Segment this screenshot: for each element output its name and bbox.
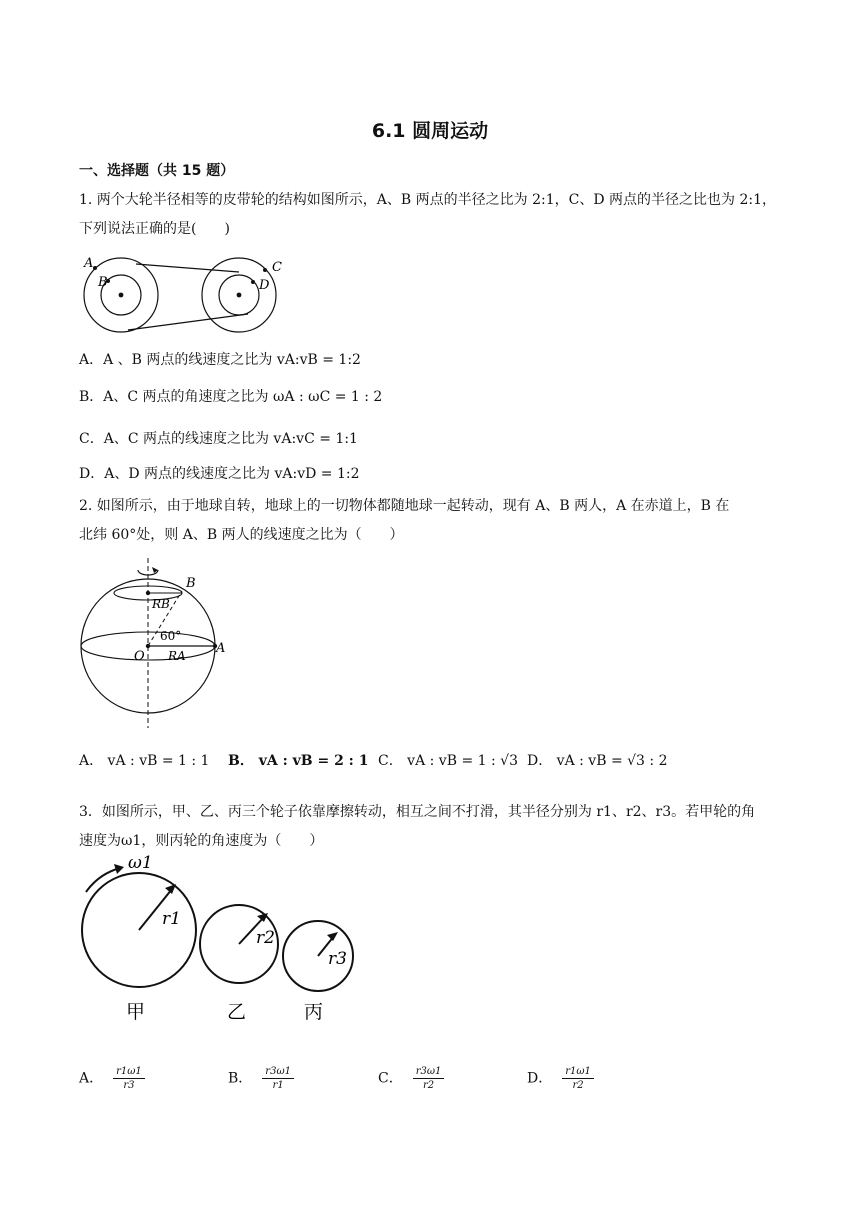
q3-option-c-letter: C． <box>378 1070 403 1087</box>
q2-option-c: C． vA : vB = 1 : √3 <box>378 753 518 769</box>
q3-fig-label-r3: r3 <box>328 949 347 969</box>
q2-fig-label-o: O <box>134 649 145 664</box>
q3-wheels-figure <box>78 848 368 1028</box>
q3-option-b-letter: B． <box>228 1070 253 1087</box>
q3-option-d-denominator: r2 <box>572 1080 584 1091</box>
q3-option-b <box>228 1066 294 1091</box>
q1-option-d: D．A、D 两点的线速度之比为 vA:vD = 1:2 <box>79 466 360 482</box>
q1-stem-line2: 下列说法正确的是( ) <box>79 221 230 237</box>
q3-option-d-fraction <box>562 1066 594 1091</box>
q3-option-a-fraction <box>113 1066 145 1091</box>
q2-option-b: B． vA : vB = 2 : 1 <box>228 753 369 769</box>
q3-fig-label-yi: 乙 <box>227 1001 247 1023</box>
q3-option-a-numerator: r1ω1 <box>113 1066 145 1079</box>
page-title: 6.1 圆周运动 <box>371 120 489 142</box>
q1-option-b: B．A、C 两点的角速度之比为 ωA : ωC = 1 : 2 <box>79 389 383 405</box>
q3-option-c-denominator: r2 <box>422 1080 435 1091</box>
q2-stem-line1: 2. 如图所示，由于地球自转，地球上的一切物体都随地球一起转动，现有 A、B 两人，A 在赤道上，B 在 <box>79 498 730 514</box>
q2-fig-label-angle: 60° <box>160 629 182 643</box>
q2-fig-label-b: B <box>186 576 196 591</box>
q2-fig-label-a: A <box>216 641 226 656</box>
q2-stem <box>79 492 779 550</box>
q3-option-b-denominator: r1 <box>272 1080 284 1091</box>
q1-stem <box>79 186 779 244</box>
q3-option-d-letter: D． <box>527 1070 553 1087</box>
section-heading: 一、选择题（共 15 题） <box>79 163 235 179</box>
q3-stem-line1: 3．如图所示，甲、乙、丙三个轮子依靠摩擦转动，相互之间不打滑，其半径分别为 r1、r2、r3。若甲轮的角 <box>79 804 756 820</box>
q1-fig-label-a: A <box>84 256 94 271</box>
q1-belt-pulley-figure <box>78 252 288 338</box>
q3-option-d <box>527 1066 594 1091</box>
q1-stem-line1: 1. 两个大轮半径相等的皮带轮的结构如图所示，A、B 两点的半径之比为 2:1，C、D 两点的半径之比也为 2:1， <box>79 192 777 208</box>
q2-option-d: D． vA : vB = √3 : 2 <box>527 753 668 769</box>
q3-option-a-letter: A． <box>79 1070 104 1087</box>
q3-fig-label-r1: r1 <box>162 909 181 929</box>
q1-fig-label-c: C <box>272 260 282 275</box>
q3-fig-label-bing: 丙 <box>304 1001 324 1023</box>
q3-option-b-fraction <box>262 1066 294 1091</box>
q3-option-c-numerator: r3ω1 <box>413 1066 445 1079</box>
q3-fig-label-omega1: ω1 <box>128 853 153 873</box>
q1-option-c: C．A、C 两点的线速度之比为 vA:vC = 1:1 <box>79 431 358 447</box>
q2-earth-figure <box>78 556 238 732</box>
q2-stem-line2: 北纬 60°处，则 A、B 两人的线速度之比为（ ） <box>79 527 404 543</box>
q2-fig-label-rb: RB <box>152 597 170 611</box>
q3-stem-line2: 速度为ω1，则丙轮的角速度为（ ） <box>79 833 324 849</box>
q3-option-a <box>79 1066 145 1091</box>
q3-option-c-fraction <box>413 1066 445 1091</box>
q2-option-a: A． vA : vB = 1 : 1 <box>79 753 210 769</box>
q3-fig-label-jia: 甲 <box>126 1001 146 1023</box>
q1-option-a: A．A 、B 两点的线速度之比为 vA:vB = 1:2 <box>79 352 361 368</box>
q3-option-c <box>378 1066 444 1091</box>
q3-option-d-numerator: r1ω1 <box>562 1066 594 1079</box>
q1-fig-label-d: D <box>259 278 270 293</box>
q3-option-a-denominator: r3 <box>123 1080 135 1091</box>
q1-fig-label-b: B <box>98 275 108 290</box>
q3-fig-label-r2: r2 <box>256 928 275 948</box>
q2-fig-label-ra: RA <box>168 649 186 663</box>
q3-option-b-numerator: r3ω1 <box>262 1066 294 1079</box>
